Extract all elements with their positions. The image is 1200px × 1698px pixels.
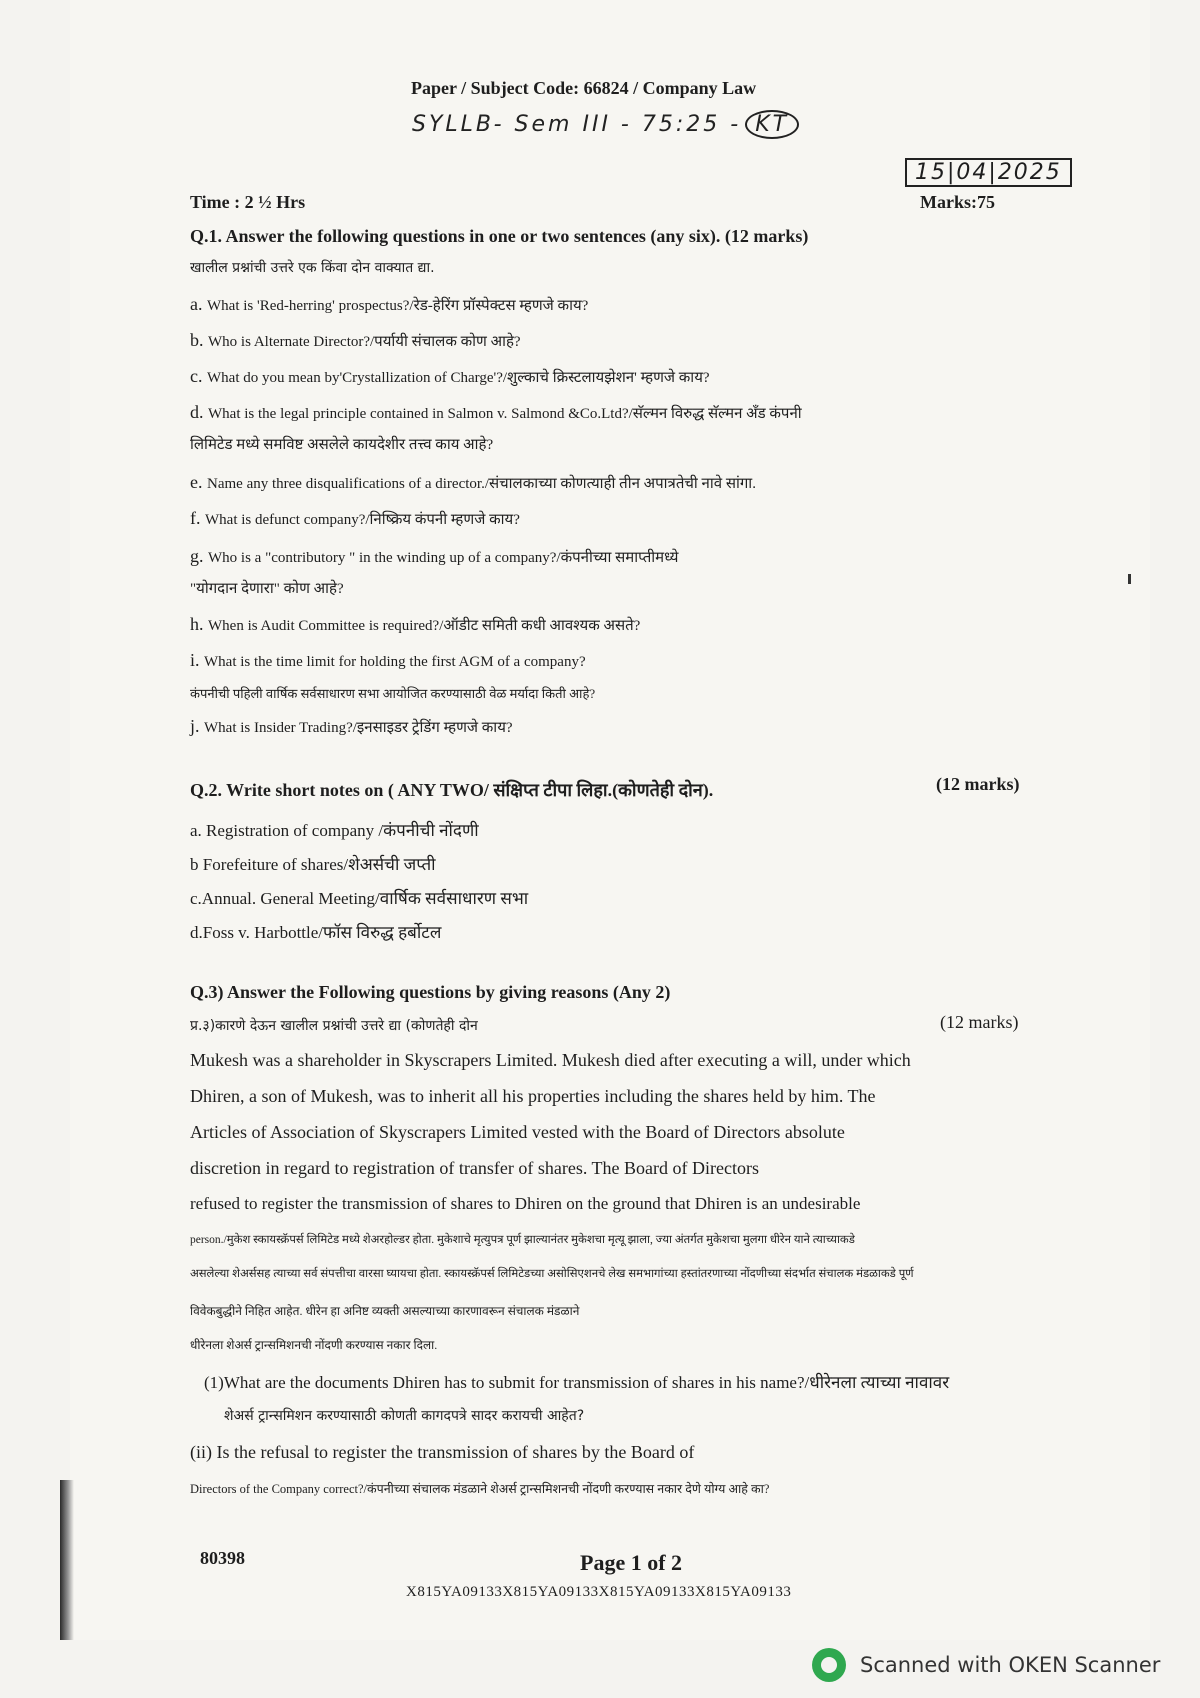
handwritten-date: 15|04|2025 [905,158,1072,187]
paper-number: 80398 [200,1548,245,1568]
item-label: g. [190,546,208,566]
handwritten-circled-kt: KT [745,110,799,139]
q2-item-b: b Forefeiture of shares/शेअर्सची जप्ती [190,855,436,874]
q2-item-a: a. Registration of company /कंपनीची नोंदणी [190,821,479,840]
q3-marathi-line-3: विवेकबुद्धीने निहित आहेत. धीरेन हा अनिष्ट व्यक्ती असल्याच्या कारणावरून संचालक मंडळाने [190,1304,580,1318]
item-text: Who is a "contributory " in the winding up of a company?/कंपनीच्या समाप्तीमध्ये [208,550,679,566]
scanner-label: Scanned with OKEN Scanner [860,1653,1161,1677]
item-text: Who is Alternate Director?/पर्यायी संचालक कोण आहे? [208,334,521,350]
q1-item-b [190,330,521,351]
item-label: h. [190,614,208,634]
q1-item-g [190,546,678,567]
item-label: j. [190,716,205,736]
q1-item-i-cont: कंपनीची पहिली वार्षिक सर्वसाधारण सभा आयोजित करण्यासाठी वेळ मर्यादा किती आहे? [190,686,596,701]
q3-heading: Q.3) Answer the Following questions by giving reasons (Any 2) [190,982,671,1002]
q1-item-j [190,716,513,737]
item-label: b. [190,330,208,350]
q3-marks: (12 marks) [940,1012,1019,1032]
item-label: a. [190,294,207,314]
q1-item-h [190,614,640,635]
q2-item-c: c.Annual. General Meeting/वार्षिक सर्वसाधारण सभा [190,889,529,908]
item-text: What is Insider Trading?/इनसाइडर ट्रेडिंग म्हणजे काय? [204,720,513,736]
q1-heading-marathi: खालील प्रश्नांची उत्तरे एक किंवा दोन वाक्यात द्या. [190,260,435,276]
q3-sub-question-1-marathi: शेअर्स ट्रान्समिशन करण्यासाठी कोणती कागदपत्रे सादर करायची आहेत? [224,1408,585,1424]
q3-marathi-line-2: असलेल्या शेअर्ससह त्याच्या सर्व संपत्तीचा वारसा घ्यायचा होता. स्कायस्क्रॅपर्स लिमिटेडच्या असोसिएशनचे लेख समभागांच्या हस्तांतरणाच्या नोंदणीच्या संदर्भात संचालक मंडळाकडे पूर्ण [190,1268,914,1280]
q3-sub-question-2: (ii) Is the refusal to register the transmission of shares by the Board of [190,1442,695,1462]
q3-para-line-5: refused to register the transmission of shares to Dhiren on the ground that Dhiren is an undesirable [190,1194,861,1213]
q1-item-g-cont: "योगदान देणारा" कोण आहे? [190,581,344,597]
q1-item-i [190,650,586,671]
item-label: d. [190,402,208,422]
paper-code-string: X815YA09133X815YA09133X815YA09133X815YA09133 [406,1584,792,1600]
q1-item-a [190,294,588,315]
scan-speck [1128,574,1131,584]
q1-item-c [190,366,710,387]
oken-logo-icon [812,1648,846,1682]
item-text: What is defunct company?/निष्क्रिय कंपनी म्हणजे काय? [205,512,520,528]
item-label: f. [190,508,205,528]
time-label: Time : 2 ½ Hrs [190,192,306,212]
item-label: c. [190,366,207,386]
q3-sub-question-2-cont: Directors of the Company correct?/कंपनीच्या संचालक मंडळाने शेअर्स ट्रान्समिशनची नोंदणी करण्यास नकार देणे योग्य आहे का? [190,1482,770,1496]
q1-heading: Q.1. Answer the following questions in one or two sentences (any six). (12 marks) [190,226,809,246]
q3-para-line-2: Dhiren, a son of Mukesh, was to inherit all his properties including the shares held by him. The [190,1086,876,1106]
q3-para-line-4: discretion in regard to registration of transfer of shares. The Board of Directors [190,1158,759,1178]
item-text: What is the time limit for holding the first AGM of a company? [204,654,586,670]
q3-marathi-line-4: धीरेनला शेअर्स ट्रान्समिशनची नोंदणी करण्यास नकार दिला. [190,1338,438,1352]
q1-item-d [190,402,802,423]
scanner-watermark [812,1648,1160,1682]
q3-sub-question-1: (1)What are the documents Dhiren has to submit for transmission of shares in his name?/धीरेनला त्याच्या नावावर [204,1373,950,1392]
page-indicator: Page 1 of 2 [580,1550,683,1575]
q3-para-line-3: Articles of Association of Skyscrapers Limited vested with the Board of Directors absolute [190,1122,845,1142]
paper-title: Paper / Subject Code: 66824 / Company Law [411,78,757,98]
item-text: Name any three disqualifications of a director./संचालकाच्या कोणत्याही तीन अपात्रतेची नावे सांगा. [207,476,756,492]
handwritten-course-note [412,110,799,139]
item-text: What is 'Red-herring' prospectus?/रेड-हेरिंग प्रॉस्पेक्टस म्हणजे काय? [207,298,589,314]
scan-shadow [60,1480,74,1640]
q1-item-d-cont: लिमिटेड मध्ये समविष्ट असलेले कायदेशीर तत्त्व काय आहे? [190,437,494,453]
q1-item-e [190,472,756,493]
item-text: What do you mean by'Crystallization of Charge'?/शुल्काचे क्रिस्टलायझेशन' म्हणजे काय? [207,370,710,386]
q2-marks: (12 marks) [936,774,1020,794]
q1-item-f [190,508,520,529]
q3-para-line-1: Mukesh was a shareholder in Skyscrapers Limited. Mukesh died after executing a will, under which [190,1050,911,1070]
q3-heading-marathi: प्र.३)कारणे देऊन खालील प्रश्नांची उत्तरे द्या (कोणतेही दोन [190,1018,478,1034]
handwritten-course-text: SYLLB- Sem III - 75:25 - [412,112,742,137]
marks-label: Marks:75 [920,192,995,212]
q2-heading: Q.2. Write short notes on ( ANY TWO/ संक्षिप्त टीपा लिहा.(कोणतेही दोन). [190,780,714,800]
q2-item-d: d.Foss v. Harbottle/फॉस विरुद्ध हर्बोटल [190,923,442,942]
item-label: i. [190,650,205,670]
item-label: e. [190,472,207,492]
item-text: What is the legal principle contained in Salmon v. Salmond &Co.Ltd?/सॅल्मन विरुद्ध सॅल्मन अँड कंपनी [208,406,802,422]
item-text: When is Audit Committee is required?/ऑडीट समिती कधी आवश्यक असते? [208,618,641,634]
q3-marathi-line-1: person./मुकेश स्कायस्क्रॅपर्स लिमिटेड मध्ये शेअरहोल्डर होता. मुकेशाचे मृत्युपत्र पूर्ण झाल्यानंतर मुकेशचा मृत्यू झाला, ज्या अंतर्गत मुकेशचा मुलगा धीरेन याने त्याच्याकडे [190,1234,855,1246]
